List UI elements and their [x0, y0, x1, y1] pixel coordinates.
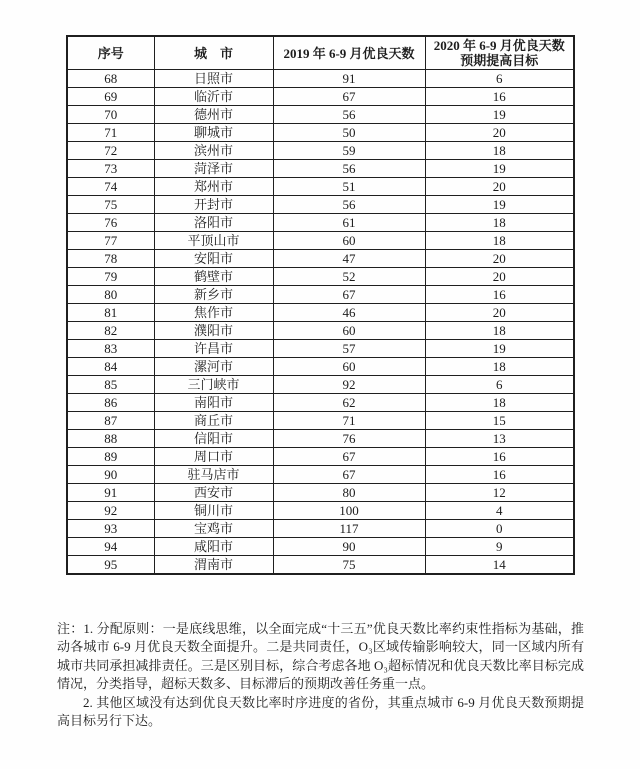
table-row [67, 106, 574, 124]
table-row [67, 556, 574, 575]
cell-city: 漯河市 [154, 358, 273, 376]
cell-city: 南阳市 [154, 394, 273, 412]
header-cell-city: 城 市 [154, 36, 273, 70]
cell-serial: 83 [67, 340, 154, 358]
cell-serial: 94 [67, 538, 154, 556]
cell-2020-target: 16 [425, 88, 574, 106]
cell-city: 西安市 [154, 484, 273, 502]
cell-serial: 89 [67, 448, 154, 466]
table-body [67, 70, 574, 575]
cell-serial: 92 [67, 502, 154, 520]
cell-2020-target: 18 [425, 394, 574, 412]
notes-section [57, 620, 584, 730]
cell-2019-days: 46 [273, 304, 425, 322]
table-row [67, 448, 574, 466]
cell-2019-days: 67 [273, 286, 425, 304]
cell-2020-target: 19 [425, 196, 574, 214]
cell-serial: 93 [67, 520, 154, 538]
cell-serial: 68 [67, 70, 154, 88]
cell-2019-days: 80 [273, 484, 425, 502]
table-row [67, 322, 574, 340]
cell-2020-target: 19 [425, 160, 574, 178]
cell-2019-days: 60 [273, 322, 425, 340]
table-row [67, 430, 574, 448]
header-2020-line1: 2020 年 6-9 月优良天数 [433, 38, 565, 53]
table-row [67, 214, 574, 232]
cell-city: 安阳市 [154, 250, 273, 268]
cell-city: 咸阳市 [154, 538, 273, 556]
cell-city: 信阳市 [154, 430, 273, 448]
cell-serial: 70 [67, 106, 154, 124]
cell-2019-days: 47 [273, 250, 425, 268]
cell-2020-target: 13 [425, 430, 574, 448]
cell-2019-days: 71 [273, 412, 425, 430]
cell-city: 周口市 [154, 448, 273, 466]
cell-serial: 78 [67, 250, 154, 268]
cell-serial: 73 [67, 160, 154, 178]
table-row [67, 160, 574, 178]
header-cell-2020-target [425, 36, 574, 70]
cell-city: 聊城市 [154, 124, 273, 142]
cell-city: 鹤壁市 [154, 268, 273, 286]
table-row [67, 484, 574, 502]
cell-2019-days: 51 [273, 178, 425, 196]
cell-2020-target: 18 [425, 232, 574, 250]
cell-city: 开封市 [154, 196, 273, 214]
cell-city: 洛阳市 [154, 214, 273, 232]
table-row [67, 250, 574, 268]
cell-city: 许昌市 [154, 340, 273, 358]
cell-2019-days: 56 [273, 196, 425, 214]
cell-2019-days: 50 [273, 124, 425, 142]
cell-2019-days: 60 [273, 358, 425, 376]
table-row [67, 178, 574, 196]
cell-2019-days: 100 [273, 502, 425, 520]
cell-2020-target: 18 [425, 142, 574, 160]
header-cell-2019-days: 2019 年 6-9 月优良天数 [273, 36, 425, 70]
cell-city: 德州市 [154, 106, 273, 124]
table-row [67, 142, 574, 160]
cell-city: 菏泽市 [154, 160, 273, 178]
cell-city: 驻马店市 [154, 466, 273, 484]
table-row [67, 124, 574, 142]
cell-serial: 76 [67, 214, 154, 232]
cell-2020-target: 18 [425, 322, 574, 340]
cell-serial: 88 [67, 430, 154, 448]
cell-2020-target: 16 [425, 286, 574, 304]
cell-serial: 81 [67, 304, 154, 322]
cell-2019-days: 75 [273, 556, 425, 575]
cell-2020-target: 6 [425, 70, 574, 88]
cell-2020-target: 20 [425, 250, 574, 268]
cell-serial: 85 [67, 376, 154, 394]
cell-2020-target: 20 [425, 268, 574, 286]
cell-serial: 87 [67, 412, 154, 430]
cell-2019-days: 90 [273, 538, 425, 556]
city-days-table [66, 35, 575, 575]
note-paragraph-2: 2. 其他区域没有达到优良天数比率时序进度的省份，其重点城市 6-9 月优良天数预期提高目标另行下达。 [57, 694, 584, 729]
cell-2019-days: 61 [273, 214, 425, 232]
cell-2020-target: 20 [425, 178, 574, 196]
cell-serial: 75 [67, 196, 154, 214]
cell-serial: 80 [67, 286, 154, 304]
cell-2020-target: 16 [425, 448, 574, 466]
note-paragraph-1: 注：1. 分配原则：一是底线思维，以全面完成“十三五”优良天数比率约束性指标为基础，推动各城市 6-9 月优良天数全面提升。二是共同责任，O₃区域传输影响较大，同一区域内所有城市共同承担减排责任。三是区别目标，综合考虑各地 O₃超标情况和优良天数比率目标完成情况，分类指导，超标天数多、目标滞后的预期改善任务重一点。 [57, 621, 584, 692]
cell-city: 三门峡市 [154, 376, 273, 394]
table-row [67, 394, 574, 412]
header-2020-line2: 预期提高目标 [460, 53, 539, 68]
cell-2019-days: 56 [273, 106, 425, 124]
cell-2020-target: 19 [425, 106, 574, 124]
cell-2019-days: 57 [273, 340, 425, 358]
cell-2020-target: 12 [425, 484, 574, 502]
cell-serial: 77 [67, 232, 154, 250]
table-header-row [67, 36, 574, 70]
cell-city: 铜川市 [154, 502, 273, 520]
cell-serial: 84 [67, 358, 154, 376]
table-row [67, 358, 574, 376]
cell-2020-target: 4 [425, 502, 574, 520]
cell-2020-target: 9 [425, 538, 574, 556]
table-row [67, 538, 574, 556]
cell-2019-days: 67 [273, 466, 425, 484]
cell-2019-days: 91 [273, 70, 425, 88]
cell-city: 新乡市 [154, 286, 273, 304]
cell-city: 日照市 [154, 70, 273, 88]
table-row [67, 466, 574, 484]
cell-serial: 69 [67, 88, 154, 106]
cell-2019-days: 76 [273, 430, 425, 448]
cell-2019-days: 59 [273, 142, 425, 160]
cell-city: 滨州市 [154, 142, 273, 160]
cell-2020-target: 20 [425, 124, 574, 142]
cell-2020-target: 0 [425, 520, 574, 538]
table-row [67, 268, 574, 286]
cell-serial: 90 [67, 466, 154, 484]
cell-serial: 71 [67, 124, 154, 142]
cell-2020-target: 18 [425, 214, 574, 232]
cell-city: 平顶山市 [154, 232, 273, 250]
cell-2020-target: 6 [425, 376, 574, 394]
cell-serial: 95 [67, 556, 154, 575]
cell-2019-days: 60 [273, 232, 425, 250]
table-row [67, 412, 574, 430]
table-row [67, 502, 574, 520]
cell-serial: 82 [67, 322, 154, 340]
cell-2019-days: 67 [273, 448, 425, 466]
table-row [67, 340, 574, 358]
header-cell-serial: 序号 [67, 36, 154, 70]
cell-2020-target: 15 [425, 412, 574, 430]
table-row [67, 88, 574, 106]
cell-2019-days: 56 [273, 160, 425, 178]
cell-city: 临沂市 [154, 88, 273, 106]
cell-city: 渭南市 [154, 556, 273, 575]
cell-city: 焦作市 [154, 304, 273, 322]
cell-2020-target: 20 [425, 304, 574, 322]
cell-2020-target: 14 [425, 556, 574, 575]
cell-2019-days: 67 [273, 88, 425, 106]
table-row [67, 376, 574, 394]
cell-2020-target: 16 [425, 466, 574, 484]
cell-city: 商丘市 [154, 412, 273, 430]
table-row [67, 304, 574, 322]
cell-2020-target: 18 [425, 358, 574, 376]
cell-serial: 79 [67, 268, 154, 286]
cell-serial: 72 [67, 142, 154, 160]
cell-city: 濮阳市 [154, 322, 273, 340]
table-row [67, 232, 574, 250]
cell-serial: 74 [67, 178, 154, 196]
cell-2019-days: 52 [273, 268, 425, 286]
table-row [67, 520, 574, 538]
cell-serial: 86 [67, 394, 154, 412]
cell-2019-days: 92 [273, 376, 425, 394]
table-row [67, 196, 574, 214]
cell-2019-days: 117 [273, 520, 425, 538]
table-row [67, 70, 574, 88]
cell-2020-target: 19 [425, 340, 574, 358]
cell-serial: 91 [67, 484, 154, 502]
cell-city: 宝鸡市 [154, 520, 273, 538]
cell-city: 郑州市 [154, 178, 273, 196]
cell-2019-days: 62 [273, 394, 425, 412]
table-row [67, 286, 574, 304]
